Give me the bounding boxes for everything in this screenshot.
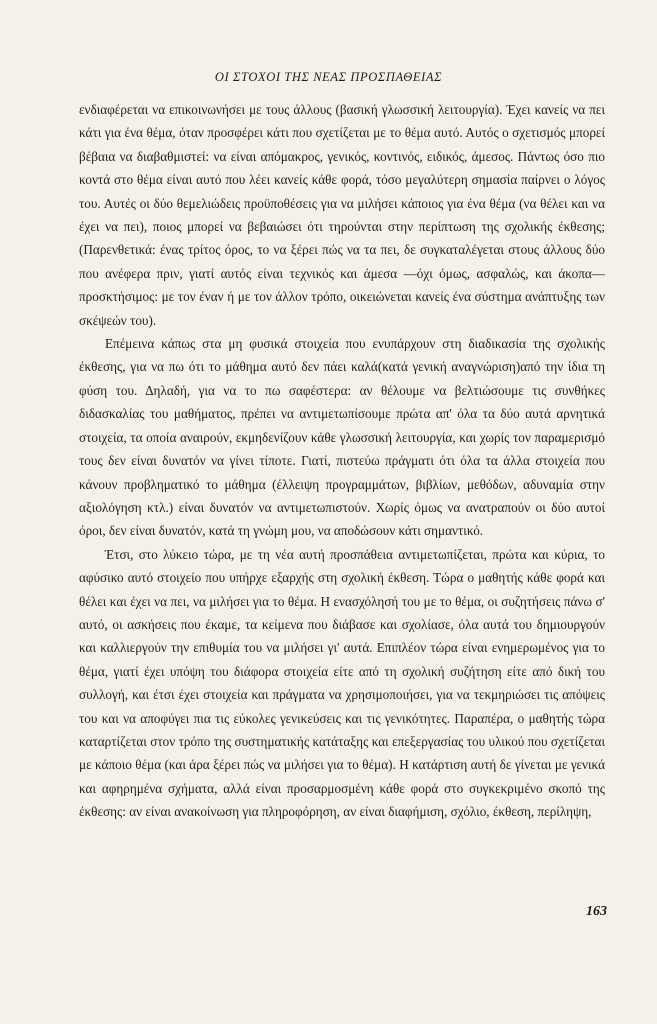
page-number: 163 xyxy=(586,904,607,919)
body-text xyxy=(79,98,605,824)
paragraph-continuation: ενδιαφέρεται να επικοινωνήσει με τους άλλους (βασική γλωσσική λειτουργία). Έχει κανείς να πει κάτι για ένα θέμα, όταν προσφέρει κάτι που σχετίζεται με το θέμα αυτό. Αυτός ο σχετισμός μπορεί βέβαια να διαβαθμιστεί: να είναι απόμακρος, γενικός, κοντινός, ειδικός, άμεσος. Πάντως όσο πιο κοντά στο θέμα είναι αυτό που λέει κανείς κάθε φορά, τόσο μεγαλύτερη σημασία παίρνει ο λόγος του. Αυτές οι δύο θεμελιώδεις προϋποθέσεις για να μιλήσει κάποιος για ένα θέμα (να θέλει και να έχει να πει), ποιος μπορεί να βεβαιώσει ότι τηρούνται στην περίπτωση της σχολικής έκθεσης; (Παρενθετικά: ένας τρίτος όρος, το να ξέρει πώς να τα πει, δε συγκαταλέγεται στους άλλους δύο που ανέφερα πριν, γιατί αυτός είναι τεχνικός και άμεσα —όχι όμως, ασφαλώς, και άκοπα— προσκτήσιμος: με τον έναν ή με τον άλλον τρόπο, οικειώνεται κανείς ένα σύστημα ανάπτυξης των σκέψεών του). xyxy=(79,102,605,328)
running-head: ΟΙ ΣΤΟΧΟΙ ΤΗΣ ΝΕΑΣ ΠΡΟΣΠΑΘΕΙΑΣ xyxy=(214,70,443,84)
paragraph: Επέμεινα κάπως στα μη φυσικά στοιχεία που ενυπάρχουν στη διαδικασία της σχολικής έκθεσης, για να πω ότι το μάθημα αυτό δεν πάει καλά(κατά γενική αναγνώριση)από την ίδια τη φύση του. Δηλαδή, για να το πω σαφέστερα: αν θέλουμε να βελτιώσουμε τις συνθήκες διδασκαλίας του μαθήματος, πρέπει να αντιμετωπίσουμε πρώτα απ' όλα τα δύο αυτά αρνητικά στοιχεία, τα οποία αναιρούν, εκμηδενίζουν κάθε γλωσσική λειτουργία, και χωρίς τον παραμερισμό τους δεν είναι δυνατόν να γίνει τίποτε. Γιατί, πιστεύω πράγματι ότι όλα τα άλλα στοιχεία που κάνουν προβληματικό το μάθημα (έλλειψη προγραμμάτων, βιβλίων, μεθόδων, αδυναμία στην αξιολόγηση κτλ.) είναι δυνατόν να αντιμετωπιστούν. Χωρίς όμως να ανατραπούν οι δύο αυτοί όροι, δεν είναι δυνατόν, κατά τη γνώμη μου, να αποδώσουν κάτι σημαντικό. xyxy=(79,336,605,539)
paragraph: Έτσι, στο λύκειο τώρα, με τη νέα αυτή προσπάθεια αντιμετωπίζεται, πρώτα και κύρια, το αφύσικο αυτό στοιχείο που υπήρχε εξαρχής στη σχολική έκθεση. Τώρα ο μαθητής κάθε φορά και θέλει και έχει να πει, να μιλήσει για το θέμα. Η ενασχόλησή του με το θέμα, οι συζητήσεις πάνω σ' αυτό, οι ασκήσεις που έκαμε, τα κείμενα που διάβασε και σχολίασε, όλα αυτά του δημιουργούν και καλλιεργούν την επιθυμία του να μιλήσει γι' αυτά. Επιπλέον τώρα είναι ενημερωμένος για το θέμα, γιατί έχει υπόψη του διάφορα στοιχεία είτε από τη σχολική συζήτηση είτε από δική του συλλογή, και έτσι έχει στοιχεία και πράγματα να χρησιμοποιήσει, για να τεκμηριώσει τις απόψεις του και να αποφύγει πια τις εύκολες γενικεύσεις και τις γενικότητες. Παραπέρα, ο μαθητής τώρα καταρτίζεται στον τρόπο της συστηματικής κατάταξης και επεξεργασίας του υλικού που σχετίζεται με κάποιο θέμα (και άρα ξέρει πώς να μιλήσει για το θέμα). Η κατάρτιση αυτή δε γίνεται με γενικά και αφηρημένα σχήματα, αλλά είναι προσαρμοσμένη κάθε φορά στο συγκεκριμένο σκοπό της έκθεσης: αν είναι ανακοίνωση για πληροφόρηση, αν είναι διαφήμιση, σχόλιο, έκθεση, περίληψη, xyxy=(79,546,605,820)
